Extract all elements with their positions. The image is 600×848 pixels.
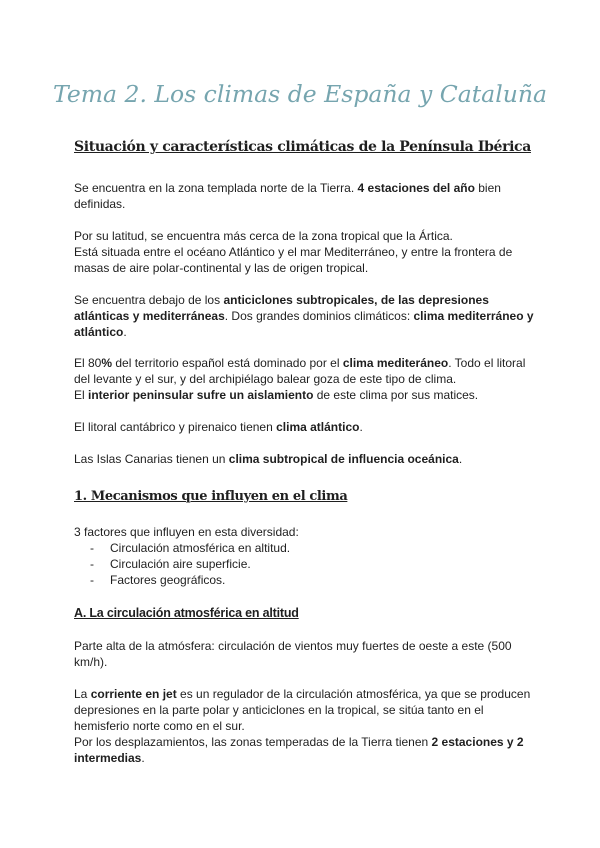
list-dash: - bbox=[90, 557, 94, 571]
list-item bbox=[74, 572, 290, 588]
paragraph-latitude bbox=[74, 228, 534, 276]
text: . bbox=[123, 325, 127, 339]
text: El 80 bbox=[74, 356, 102, 370]
text: Se encuentra debajo de los bbox=[74, 293, 224, 307]
text: . Todo el litoral del levante y el sur, y del archipiélago balear goza de este tipo de clima. bbox=[74, 356, 526, 386]
paragraph-canarias bbox=[74, 451, 534, 467]
text: de este clima por sus matices. bbox=[313, 388, 479, 402]
section-heading: Situación y características climáticas de la Península Ibérica bbox=[74, 139, 531, 155]
list-item bbox=[74, 556, 290, 572]
document-title: Tema 2. Los climas de España y Cataluña bbox=[52, 80, 547, 108]
text: del territorio español está dominado por el bbox=[112, 356, 343, 370]
bold-text: % bbox=[101, 356, 113, 370]
bold-text: 2 estaciones y 2 intermedias bbox=[74, 735, 524, 765]
bold-text: interior peninsular sufre un aislamiento bbox=[88, 388, 314, 402]
paragraph-upper-atmosphere: Parte alta de la atmósfera: circulación de vientos muy fuertes de oeste a este (500 km/h). bbox=[74, 639, 512, 669]
paragraph-anticyclones bbox=[74, 292, 534, 340]
text: El bbox=[74, 388, 89, 402]
paragraph-atlantic bbox=[74, 419, 534, 435]
subsection-heading: 1. Mecanismos que influyen en el clima bbox=[74, 489, 348, 504]
list-item-text: Factores geográficos. bbox=[110, 573, 226, 587]
list-dash: - bbox=[90, 573, 94, 587]
text: bien definidas. bbox=[74, 181, 501, 211]
text: Las Islas Canarias tienen un bbox=[74, 452, 229, 466]
factors-list bbox=[74, 540, 290, 588]
bold-text: corriente en jet bbox=[90, 687, 177, 701]
text: . Dos grandes dominios climáticos: bbox=[224, 309, 414, 323]
bold-text: clima subtropical de influencia oceánica bbox=[228, 452, 459, 466]
list-dash: - bbox=[90, 541, 94, 555]
paragraph-jet-stream bbox=[74, 686, 534, 766]
subsubsection-heading: A. La circulación atmosférica en altitud bbox=[74, 606, 299, 620]
list-item-text: Circulación atmosférica en altitud. bbox=[110, 541, 291, 555]
text: Por los desplazamientos, las zonas temperadas de la Tierra tienen bbox=[74, 735, 432, 749]
bold-text: anticiclones subtropicales, de las depresiones atlánticas y mediterráneas bbox=[74, 293, 489, 323]
bold-text: 4 estaciones del año bbox=[357, 181, 475, 195]
text: . bbox=[359, 420, 363, 434]
list-item-text: Circulación aire superficie. bbox=[110, 557, 251, 571]
bold-text: clima atlántico bbox=[276, 420, 360, 434]
list-item bbox=[74, 540, 290, 556]
paragraph-location bbox=[74, 180, 534, 212]
text: . bbox=[141, 751, 145, 765]
text: Se encuentra en la zona templada norte de la Tierra. bbox=[74, 181, 358, 195]
bold-text: clima mediteráneo bbox=[342, 356, 449, 370]
text: . bbox=[458, 452, 463, 466]
paragraph-mediterranean bbox=[74, 355, 534, 403]
bold-text: clima mediterráneo y atlántico bbox=[74, 309, 534, 339]
text: es un regulador de la circulación atmosférica, ya que se producen depresiones en la parte polar y anticiclones en la tropical, se sitúa tanto en el hemisferio norte como en el sur. bbox=[74, 687, 531, 733]
text: El litoral cantábrico y pirenaico tienen bbox=[74, 420, 277, 434]
text: Por su latitud, se encuentra más cerca de la zona tropical que la Ártica. bbox=[74, 229, 453, 243]
paragraph-factors-intro: 3 factores que influyen en esta diversidad: bbox=[74, 525, 299, 539]
text: La bbox=[74, 687, 91, 701]
text: Está situada entre el océano Atlántico y el mar Mediterráneo, y entre la frontera de masas de aire polar-continental y las de origen tropical. bbox=[74, 245, 513, 275]
